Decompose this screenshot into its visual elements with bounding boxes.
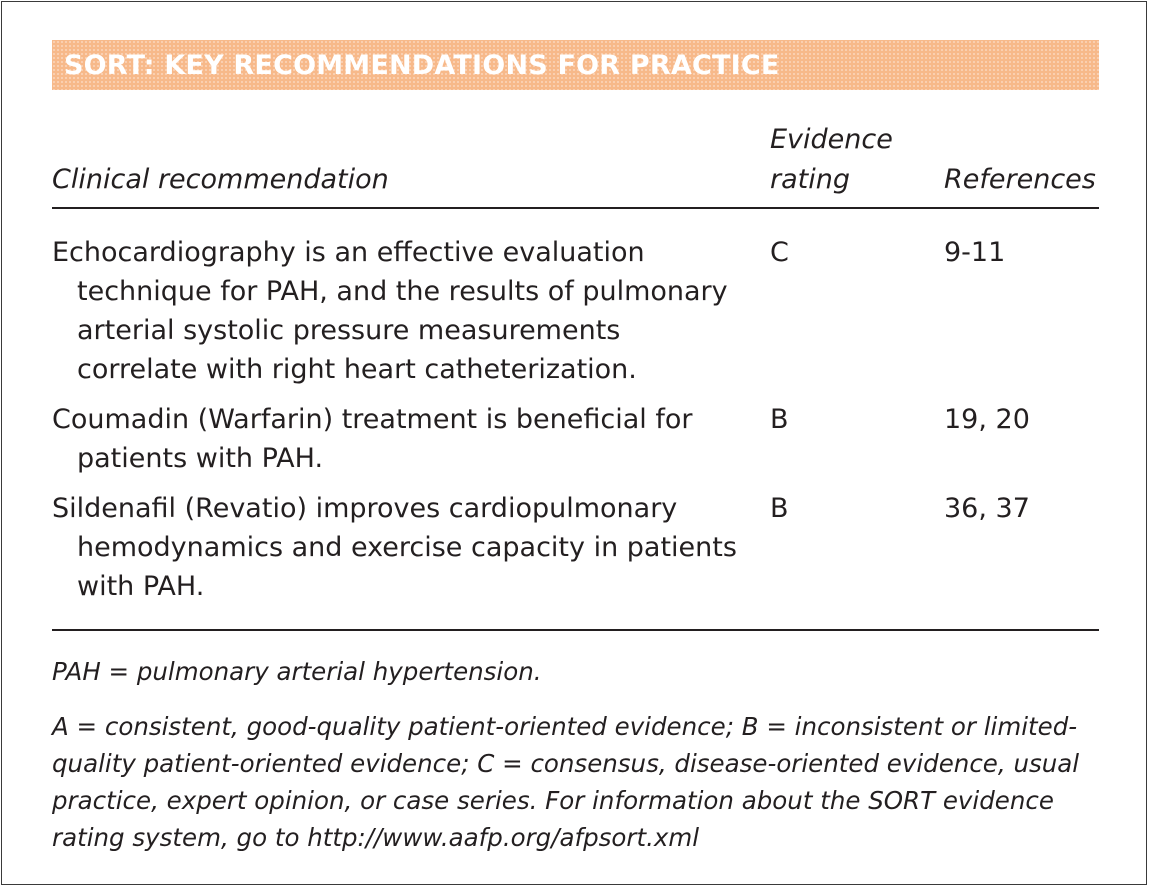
- table-bottom-divider: [52, 629, 1099, 631]
- rating-key-footnote: A = consistent, good-quality patient-oriented evidence; B = inconsistent or limited-quality patient-oriented evidence; C = consensus, disease-oriented evidence, usual practice, expert opinion, or case series. For information about the SORT evidence rating system, go to http://www.aafp.org/afpsort.xml: [52, 712, 1080, 852]
- header-references: References: [944, 164, 1096, 195]
- abbreviation-footnote: PAH = pulmonary arterial hypertension.: [52, 657, 542, 686]
- references: 9-11: [944, 237, 1006, 268]
- recommendation-text: Sildenafil (Revatio) improves cardiopulmonary hemodynamics and exercise capacity in patients with PAH.: [52, 493, 737, 602]
- header-divider: [52, 207, 1099, 209]
- sort-banner: [52, 40, 1099, 90]
- recommendation-text: Coumadin (Warfarin) treatment is beneficial for patients with PAH.: [52, 404, 693, 474]
- evidence-rating: C: [770, 237, 789, 268]
- header-evidence-rating: Evidence rating: [770, 124, 893, 195]
- recommendation-text: Echocardiography is an effective evaluation technique for PAH, and the results of pulmonary arterial systolic pressure measurements correlate with right heart catheterization.: [52, 237, 728, 385]
- evidence-rating: B: [770, 493, 789, 524]
- references: 36, 37: [944, 493, 1030, 524]
- header-clinical-recommendation: Clinical recommendation: [52, 164, 389, 195]
- references: 19, 20: [944, 404, 1030, 435]
- banner-title: SORT: KEY RECOMMENDATIONS FOR PRACTICE: [64, 49, 780, 81]
- evidence-rating: B: [770, 404, 789, 435]
